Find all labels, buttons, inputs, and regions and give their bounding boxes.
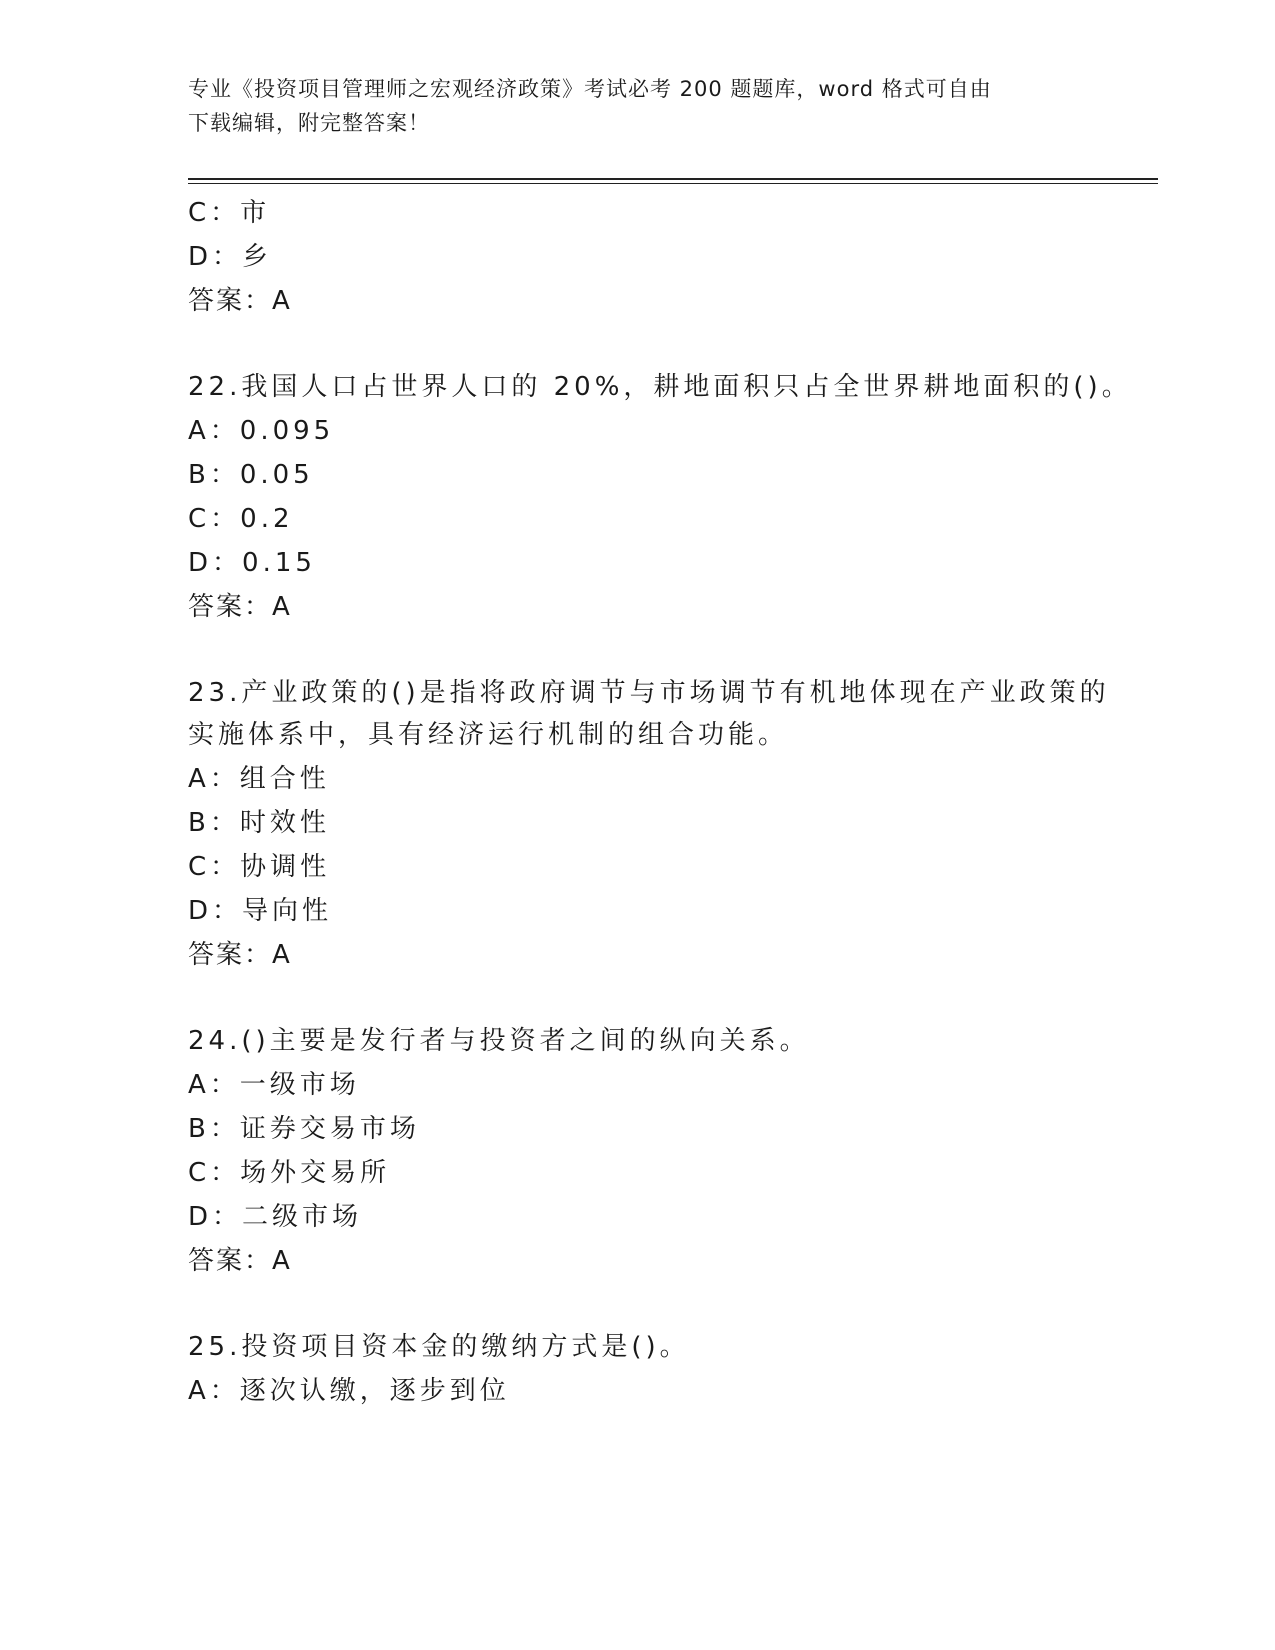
prev-option-c: C：市 [188, 198, 271, 228]
header-rule-thick [188, 178, 1158, 180]
q24-option-b: B：证券交易市场 [188, 1114, 420, 1144]
q24-option-a: A：一级市场 [188, 1070, 360, 1100]
header-line-2: 下载编辑，附完整答案！ [188, 111, 430, 135]
q24-option-d: D：二级市场 [188, 1202, 363, 1232]
prev-answer: 答案：A [188, 286, 292, 316]
q22-answer: 答案：A [188, 592, 292, 622]
q25-option-a: A：逐次认缴，逐步到位 [188, 1376, 510, 1406]
q22-stem: 22.我国人口占世界人口的 20%，耕地面积只占全世界耕地面积的()。 [188, 372, 1132, 402]
header-line-1: 专业《投资项目管理师之宏观经济政策》考试必考 200 题题库，word 格式可自由 [188, 77, 992, 101]
q22-option-d: D：0.15 [188, 548, 316, 578]
q22-option-a: A：0.095 [188, 416, 335, 446]
document-header [188, 72, 1088, 140]
q22-option-b: B：0.05 [188, 460, 314, 490]
q24-option-c: C：场外交易所 [188, 1158, 391, 1188]
q23-stem-line-2: 实施体系中，具有经济运行机制的组合功能。 [188, 720, 789, 750]
q23-option-b: B：时效性 [188, 808, 330, 838]
header-rule-thin [188, 183, 1158, 184]
q23-stem-line-1: 23.产业政策的()是指将政府调节与市场调节有机地体现在产业政策的 [188, 678, 1110, 708]
prev-option-d: D：乡 [188, 242, 273, 272]
q24-stem: 24.()主要是发行者与投资者之间的纵向关系。 [188, 1026, 810, 1056]
q24-answer: 答案：A [188, 1246, 292, 1276]
q23-option-a: A：组合性 [188, 764, 330, 794]
q23-option-d: D：导向性 [188, 896, 333, 926]
q25-stem: 25.投资项目资本金的缴纳方式是()。 [188, 1332, 690, 1362]
q23-option-c: C：协调性 [188, 852, 331, 882]
q22-option-c: C：0.2 [188, 504, 294, 534]
q23-answer: 答案：A [188, 940, 292, 970]
